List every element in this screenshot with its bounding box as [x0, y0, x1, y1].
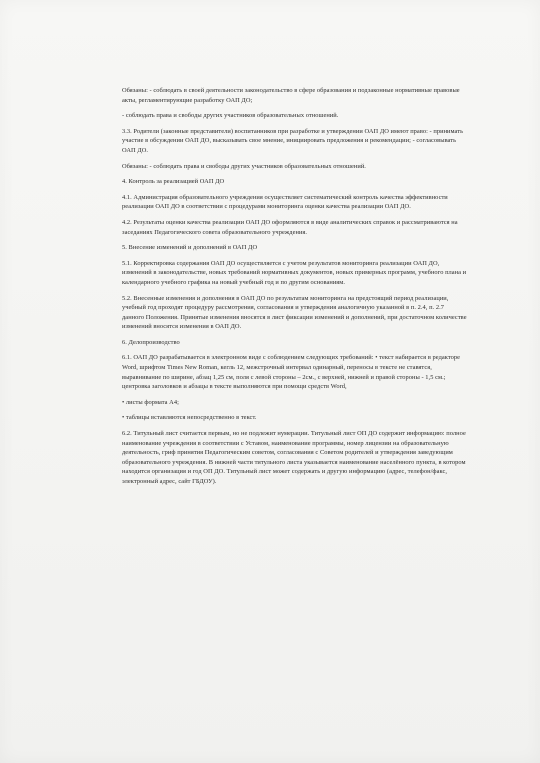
paragraph-4-2: 4.2. Результаты оценки качества реализации ОАП ДО оформляются в виде аналитических справок и рассматриваются на заседаниях Педагогического совета образовательного учреждения.: [122, 218, 458, 236]
paragraph-6-1: 6.1. ОАП ДО разрабатывается в электронном виде с соблюдением следующих требований: • текст набирается в редакторе Word, шрифтом Times New Roman, кегль 12, межстрочный интервал одинарный, переносы в тексте не ставятся, выравнивание по ширине, абзац 1,25 см, поля с левой стороны – 2см., с верхней, нижней и правой стороны - 1,5 см.; центровка заголовков и абзацы в тексте выполняются при помощи средств Word,: [122, 354, 460, 391]
paragraph-obligations-2: Обязаны: - соблюдать права и свободы других участников образовательных отношений.: [122, 162, 366, 170]
section-heading-5: 5. Внесение изменений и дополнений в ОАП ДО: [122, 244, 258, 252]
section-heading-6: 6. Делопроизводство: [122, 338, 180, 346]
section-heading-4: 4. Контроль за реализацией ОАП ДО: [122, 178, 225, 186]
paragraph-5-1: 5.1. Корректировка содержания ОАП ДО осуществляется с учетом результатов мониторинга реализации ОАП ДО, изменений в законодательстве, новых требований нормативных документов, новых примерных программ, учебного плана и календарного учебного графика на новый учебный год и по другим основаниям.: [122, 259, 467, 286]
bullet-tables: • таблицы вставляются непосредственно в текст.: [122, 414, 257, 422]
paragraph-5-2: 5.2. Внесенные изменения и дополнения в ОАП ДО по результатам мониторинга на предстоящий период реализации, учебный год проходят процедуру рассмотрения, согласования и утверждения аналогичную указанной в п. 2.4, п. 2.7 данного Положения. Принятые изменения вносятся в лист фиксации изменений и дополнений, при достаточном количестве изменений вносятся изменения в ОАП ДО.: [122, 294, 467, 331]
document-body: [122, 86, 467, 493]
paragraph-4-1: 4.1. Администрация образовательного учреждения осуществляет систематический контроль качества эффективности реализации ОАП ДО в соответствии с процедурами мониторинга оценки качества реализации ОАП ДО.: [122, 193, 448, 211]
paragraph-obligations-1: Обязаны: - соблюдать в своей деятельности законодательство в сфере образования и подзаконные нормативные правовые акты, регламентирующие разработку ОАП ДО;: [122, 87, 460, 104]
paragraph-obligations-rights: - соблюдать права и свободы других участников образовательных отношений.: [122, 112, 339, 120]
paragraph-6-2: 6.2. Титульный лист считается первым, но не подлежит нумерации. Титульный лист ОП ДО содержит информацию: полное наименование учреждения в соответствии с Уставом, наименование программы, номер лицензии на образовательную деятельность, гриф принятия Педагогическим советом, согласования с Советом родителей и утверждения заведующим образовательного учреждения. В нижней части титульного листа указывается наименование населённого пункта, в котором находится организация и год ОП ДО. Титульный лист может содержать и другую информацию (адрес, телефон/факс, электронный адрес, сайт ГБДОУ).: [122, 430, 466, 485]
bullet-a4-sheets: • листы формата А4;: [122, 398, 179, 406]
paragraph-3-3: 3.3. Родители (законные представители) воспитанников при разработке и утверждении ОАП ДО имеют право: - принимать участие в обсуждении ОАП ДО, высказывать свое мнение, инициировать предложения и рекомендации; - согласовывать ОАП ДО.: [122, 127, 464, 154]
